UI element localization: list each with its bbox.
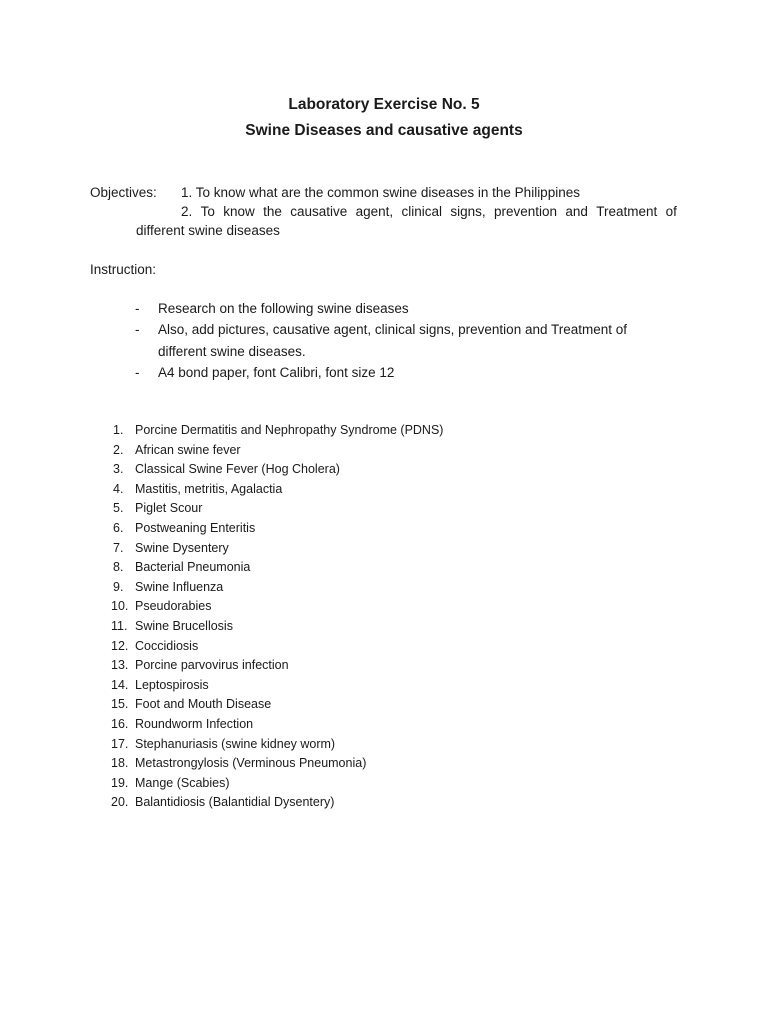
list-number: 16. xyxy=(111,716,129,731)
list-item xyxy=(100,578,443,598)
disease-name: Leptospirosis xyxy=(135,677,209,692)
disease-name: Swine Dysentery xyxy=(135,540,229,555)
list-item xyxy=(100,774,443,794)
list-item xyxy=(100,539,443,559)
list-item xyxy=(100,460,443,480)
disease-name: Bacterial Pneumonia xyxy=(135,560,251,575)
disease-name: Roundworm Infection xyxy=(135,716,254,731)
list-item xyxy=(100,637,443,657)
list-number: 1. xyxy=(113,423,124,437)
list-item xyxy=(100,597,443,617)
list-number: 8. xyxy=(113,560,124,575)
list-item xyxy=(100,499,443,519)
objective-item-2-word: clinical xyxy=(401,204,442,219)
list-item xyxy=(100,735,443,755)
list-item xyxy=(100,441,443,461)
instruction-bullet-continuation: different swine diseases. xyxy=(158,344,306,359)
disease-name: Porcine Dermatitis and Nephropathy Syndrome (PDNS) xyxy=(135,423,444,437)
disease-name: Stephanuriasis (swine kidney worm) xyxy=(135,736,336,751)
list-number: 10. xyxy=(111,599,129,614)
objective-item-2 xyxy=(181,203,677,221)
objective-item-1: 1. To know what are the common swine diseases in the Philippines xyxy=(181,185,580,200)
list-item xyxy=(100,558,443,578)
list-number: 12. xyxy=(111,638,129,653)
list-number: 9. xyxy=(113,579,124,594)
page-subtitle: Swine Diseases and causative agents xyxy=(245,122,523,139)
list-item xyxy=(100,695,443,715)
objective-item-2-word: Treatment xyxy=(596,204,658,219)
list-number: 14. xyxy=(111,677,129,692)
list-item xyxy=(100,519,443,539)
bullet-dash: - xyxy=(135,365,140,380)
list-number: 3. xyxy=(113,462,124,477)
disease-name: Mange (Scabies) xyxy=(135,775,230,790)
list-number: 13. xyxy=(111,658,129,673)
list-number: 15. xyxy=(111,697,129,712)
disease-name: Swine Influenza xyxy=(135,579,224,594)
objective-item-2-word: signs, xyxy=(450,204,486,219)
disease-name: African swine fever xyxy=(135,442,241,457)
disease-name: Balantidiosis (Balantidial Dysentery) xyxy=(135,795,335,810)
instruction-bullet: Research on the following swine diseases xyxy=(158,301,409,316)
objectives-label: Objectives: xyxy=(90,185,157,200)
list-number: 7. xyxy=(113,540,124,555)
objective-item-2-word: agent, xyxy=(355,204,394,219)
disease-name: Porcine parvovirus infection xyxy=(135,658,289,673)
list-item xyxy=(100,793,443,813)
list-item xyxy=(100,656,443,676)
objective-item-2-word: of xyxy=(665,204,677,219)
list-number: 11. xyxy=(111,618,128,633)
list-number: 2. xyxy=(113,442,124,457)
bullet-dash: - xyxy=(135,301,140,316)
disease-name: Classical Swine Fever (Hog Cholera) xyxy=(135,462,340,477)
disease-name: Postweaning Enteritis xyxy=(135,520,256,535)
list-item xyxy=(100,421,443,441)
list-item xyxy=(100,617,443,637)
disease-name: Piglet Scour xyxy=(135,501,203,516)
disease-name: Pseudorabies xyxy=(135,599,212,614)
list-number: 17. xyxy=(111,736,129,751)
page-title: Laboratory Exercise No. 5 xyxy=(288,96,480,113)
list-number: 5. xyxy=(113,501,124,516)
disease-name: Swine Brucellosis xyxy=(135,618,233,633)
list-item xyxy=(100,754,443,774)
instruction-bullet: A4 bond paper, font Calibri, font size 12 xyxy=(158,365,395,380)
list-number: 20. xyxy=(111,795,129,810)
objective-item-2-word: the xyxy=(263,204,282,219)
list-item xyxy=(100,676,443,696)
objective-item-2-word: prevention xyxy=(493,204,558,219)
bullet-dash: - xyxy=(135,322,140,337)
objective-item-2-word: and xyxy=(565,204,588,219)
disease-name: Mastitis, metritis, Agalactia xyxy=(135,481,283,496)
disease-list xyxy=(100,421,443,813)
objective-item-2-continuation: different swine diseases xyxy=(136,223,280,238)
objective-item-2-word: 2. xyxy=(181,204,193,219)
list-number: 19. xyxy=(111,775,129,790)
objective-item-2-word: To xyxy=(200,204,215,219)
list-number: 6. xyxy=(113,520,124,535)
list-item xyxy=(100,715,443,735)
instruction-label: Instruction: xyxy=(90,262,157,277)
objective-item-2-word: causative xyxy=(290,204,348,219)
list-number: 4. xyxy=(113,481,124,496)
list-item xyxy=(100,480,443,500)
objective-item-2-word: know xyxy=(223,204,255,219)
list-number: 18. xyxy=(111,756,129,771)
disease-name: Foot and Mouth Disease xyxy=(135,697,272,712)
disease-name: Metastrongylosis (Verminous Pneumonia) xyxy=(135,756,367,771)
disease-name: Coccidiosis xyxy=(135,638,199,653)
instruction-bullet: Also, add pictures, causative agent, clinical signs, prevention and Treatment of xyxy=(158,322,628,337)
